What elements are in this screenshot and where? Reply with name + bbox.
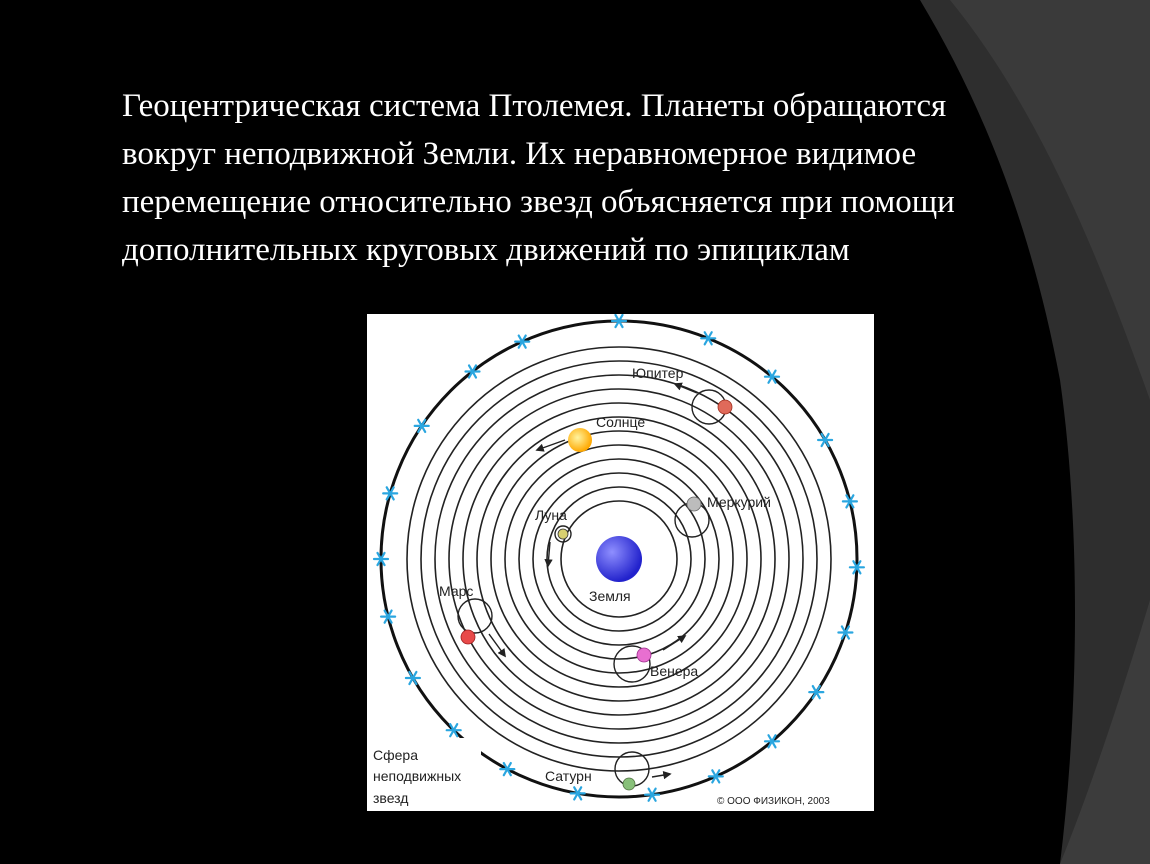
saturn-label: Сатурн bbox=[545, 768, 592, 784]
copyright-text: © ООО ФИЗИКОН, 2003 bbox=[717, 796, 830, 807]
caption-line: Геоцентрическая система Птолемея. Планеты обращаются bbox=[122, 88, 947, 124]
earth-label: Земля bbox=[589, 588, 631, 604]
star-icon bbox=[709, 770, 723, 782]
star-icon bbox=[818, 434, 832, 446]
caption-line: дополнительных круговых движений по эпициклам bbox=[122, 232, 850, 268]
mercury-label: Меркурий bbox=[707, 494, 771, 510]
star-icon bbox=[612, 315, 626, 327]
moon-label: Луна bbox=[535, 507, 567, 523]
caption-line: перемещение относительно звезд объясняется при помощи bbox=[122, 184, 955, 220]
star-icon bbox=[701, 332, 715, 344]
saturn-arrow bbox=[652, 774, 670, 777]
sun-planet bbox=[568, 428, 592, 452]
star-icon bbox=[571, 787, 585, 799]
star-icon bbox=[809, 686, 823, 698]
geocentric-diagram bbox=[367, 314, 874, 811]
venus-label: Венера bbox=[650, 663, 699, 679]
saturn-planet bbox=[623, 778, 635, 790]
sphere-label-line1: Сфера bbox=[373, 747, 418, 763]
star-icon bbox=[645, 789, 659, 801]
jupiter-planet bbox=[718, 400, 732, 414]
caption-line: вокруг неподвижной Земли. Их неравномерное видимое bbox=[122, 136, 917, 172]
jupiter-arrow bbox=[675, 384, 697, 393]
earth-planet bbox=[596, 536, 642, 582]
sphere-label-line2: неподвижных bbox=[373, 768, 462, 784]
star-icon bbox=[415, 420, 429, 432]
venus-planet bbox=[637, 648, 651, 662]
slide-caption bbox=[122, 82, 1132, 274]
star-icon bbox=[515, 336, 529, 348]
moon-planet bbox=[558, 529, 568, 539]
jupiter-label: Юпитер bbox=[632, 365, 684, 381]
mars-label: Марс bbox=[439, 583, 474, 599]
star-icon bbox=[406, 672, 420, 684]
mars-epicycle bbox=[458, 599, 492, 633]
mercury-planet bbox=[687, 497, 701, 511]
sun-label: Солнце bbox=[596, 414, 646, 430]
mars-arrow bbox=[489, 634, 505, 656]
venus-arrow bbox=[663, 636, 685, 650]
mars-planet bbox=[461, 630, 475, 644]
sphere-label-line3: звезд bbox=[373, 790, 409, 806]
